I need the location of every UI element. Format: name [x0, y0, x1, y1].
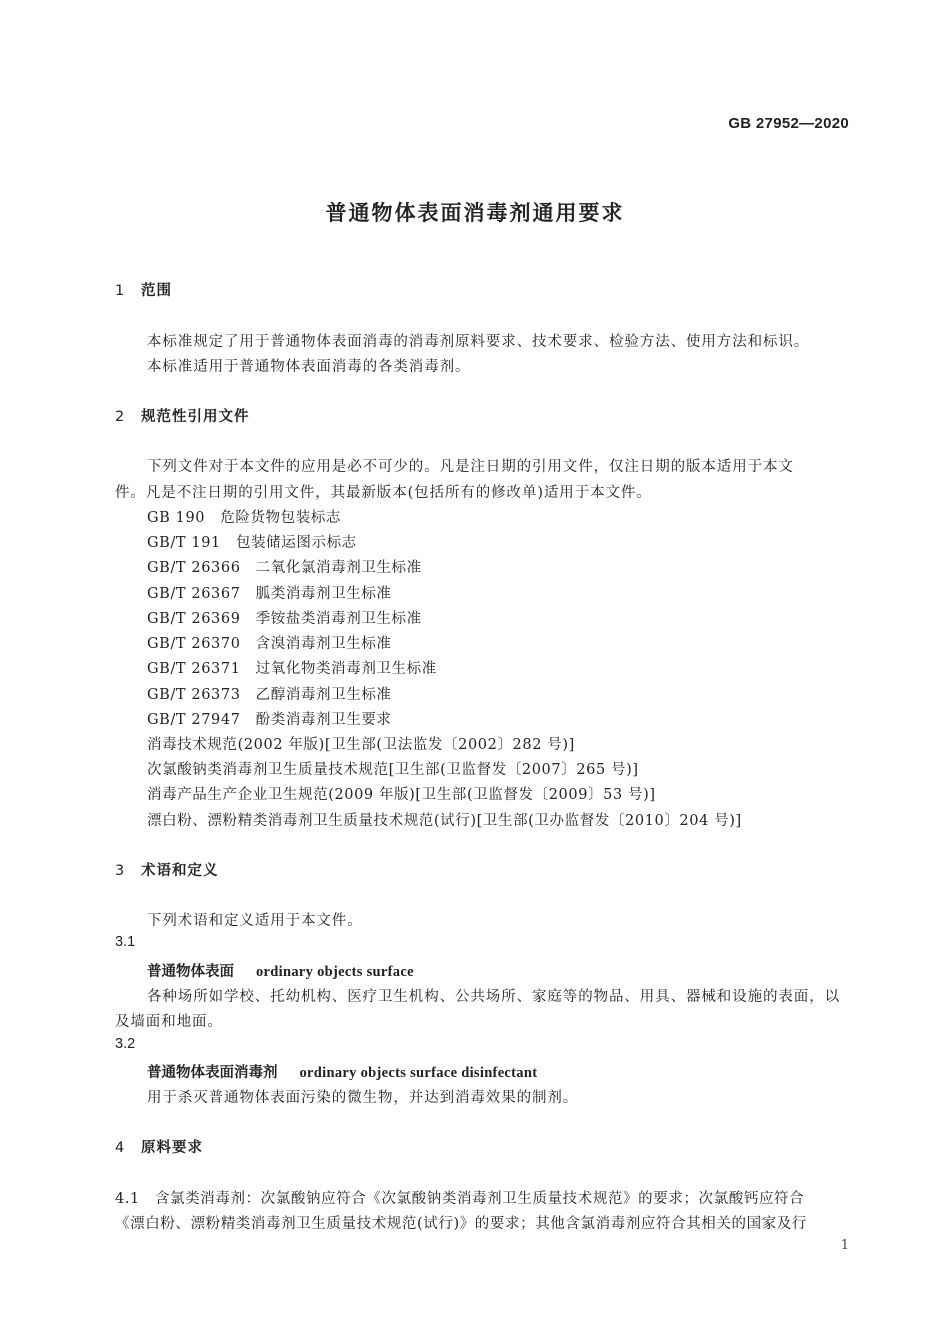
term-chinese: 普通物体表面消毒剂 [147, 1065, 278, 1081]
reference-item: GB/T 26369 季铵盐类消毒剂卫生标准 [147, 611, 422, 627]
section-heading-normative [115, 405, 250, 426]
section-title: 术语和定义 [141, 863, 219, 879]
materials-line-1: 4.1 含氯类消毒剂：次氯酸钠应符合《次氯酸钠类消毒剂卫生质量技术规范》的要求；次氯酸钙应符合 [115, 1191, 805, 1207]
term-heading [147, 1061, 537, 1082]
reference-item: GB/T 26366 二氧化氯消毒剂卫生标准 [147, 560, 422, 576]
reference-item: 消毒产品生产企业卫生规范(2009 年版)[卫生部(卫监督发〔2009〕53 号)] [147, 787, 656, 803]
standard-number: GB 27952—2020 [728, 115, 849, 132]
materials-line-2: 《漂白粉、漂粉精类消毒剂卫生质量技术规范(试行)》的要求；其他含氯消毒剂应符合其相关的国家及行 [115, 1216, 808, 1232]
reference-item: GB 190 危险货物包装标志 [147, 510, 342, 526]
section-number: 2 [115, 409, 126, 425]
section-number: 1 [115, 283, 126, 299]
normative-intro-line-2: 件。凡是不注日期的引用文件，其最新版本(包括所有的修改单)适用于本文件。 [115, 485, 652, 501]
reference-item: GB/T 27947 酚类消毒剂卫生要求 [147, 712, 392, 728]
term-definition-line-2: 及墙面和地面。 [115, 1014, 223, 1030]
document-title: 普通物体表面消毒剂通用要求 [325, 201, 625, 225]
scope-paragraph-2: 本标准适用于普通物体表面消毒的各类消毒剂。 [147, 359, 471, 375]
reference-item: GB/T 26371 过氧化物类消毒剂卫生标准 [147, 661, 437, 677]
reference-item: GB/T 191 包装储运图示标志 [147, 535, 357, 551]
term-heading [147, 960, 414, 981]
reference-item: GB/T 26367 胍类消毒剂卫生标准 [147, 586, 392, 602]
term-definition-line-1: 用于杀灭普通物体表面污染的微生物，并达到消毒效果的制剂。 [147, 1090, 579, 1106]
section-title: 范围 [141, 283, 172, 299]
term-english: ordinary objects surface [256, 964, 414, 980]
term-english: ordinary objects surface disinfectant [299, 1065, 538, 1081]
section-number: 4 [115, 1140, 126, 1156]
term-chinese: 普通物体表面 [147, 964, 234, 980]
reference-item: 漂白粉、漂粉精类消毒剂卫生质量技术规范(试行)[卫生部(卫办监督发〔2010〕204 号)] [147, 813, 742, 829]
section-title: 规范性引用文件 [141, 409, 250, 425]
reference-item: GB/T 26373 乙醇消毒剂卫生标准 [147, 687, 392, 703]
section-title: 原料要求 [141, 1140, 203, 1156]
section-number: 3 [115, 863, 126, 879]
section-heading-terms [115, 859, 219, 880]
reference-item: 次氯酸钠类消毒剂卫生质量技术规范[卫生部(卫监督发〔2007〕265 号)] [147, 762, 639, 778]
section-heading-materials [115, 1136, 203, 1157]
section-heading-scope [115, 279, 172, 300]
reference-item: 消毒技术规范(2002 年版)[卫生部(卫法监发〔2002〕282 号)] [147, 737, 575, 753]
scope-paragraph-1: 本标准规定了用于普通物体表面消毒的消毒剂原料要求、技术要求、检验方法、使用方法和标识。 [147, 334, 810, 350]
terms-intro: 下列术语和定义适用于本文件。 [147, 913, 363, 929]
reference-item: GB/T 26370 含溴消毒剂卫生标准 [147, 636, 392, 652]
term-number: 3.1 [115, 934, 136, 950]
page-number: 1 [840, 1238, 849, 1253]
term-definition-line-1: 各种场所如学校、托幼机构、医疗卫生机构、公共场所、家庭等的物品、用具、器械和设施的表面，以 [147, 989, 840, 1005]
normative-intro-line-1: 下列文件对于本文件的应用是必不可少的。凡是注日期的引用文件，仅注日期的版本适用于本文 [147, 459, 794, 475]
term-number: 3.2 [115, 1036, 136, 1052]
